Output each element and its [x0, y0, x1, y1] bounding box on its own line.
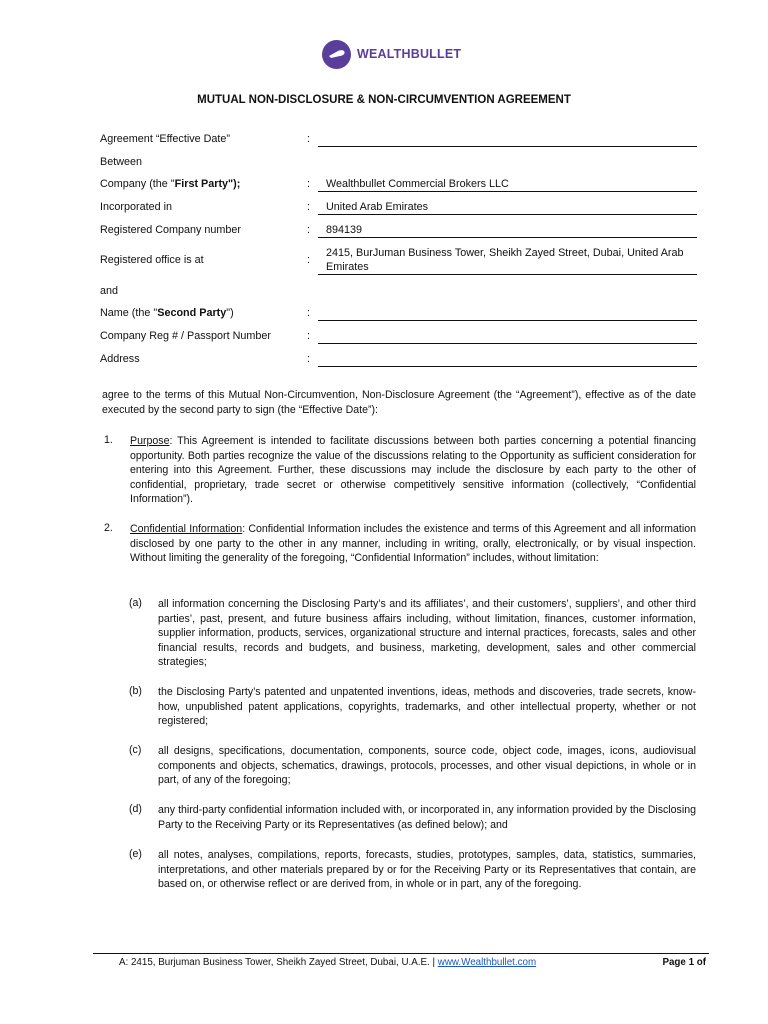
second-party-name-label: Name (the "Second Party")	[100, 307, 234, 319]
footer-divider	[93, 953, 709, 954]
subitem-label: (b)	[129, 685, 142, 697]
colon: :	[307, 307, 310, 319]
passport-field[interactable]	[318, 330, 697, 344]
passport-label: Company Reg # / Passport Number	[100, 330, 272, 342]
section-heading: Confidential Information	[130, 523, 243, 535]
website-link[interactable]: www.Wealthbullet.com	[437, 957, 537, 968]
subitem-text: all information concerning the Disclosing Party’s and its affiliates’, and their customers’, suppliers’, and other third parties’, past, present, and future business affairs including, without limitation, finances, customer information, supplier information, products, services, organizational structure and internal practices, forecasts, sales and other financial results, records and budgets, and business, marketing, development, sales and other commercial strategies;	[158, 598, 696, 668]
incorporated-label: Incorporated in	[100, 201, 173, 213]
section-text: : This Agreement is intended to facilitate discussions between both parties concerning a potential financing opportunity. Both parties recognize the value of the discussions relating to the Opportunity as sufficient consideration for entering into this Agreement. Further, these discussions may include the disclosure by each party to the other of confidential, proprietary, trade secret or otherwise competitively sensitive information (collectively, “Confidential Information”).	[130, 435, 696, 505]
company-label: Company (the "First Party");	[100, 178, 241, 190]
colon: :	[307, 330, 310, 342]
wealthbullet-logo	[322, 39, 461, 69]
section-number: 2.	[104, 522, 113, 534]
colon: :	[307, 201, 310, 213]
effective-date-field[interactable]	[318, 133, 697, 147]
between-label: Between	[100, 156, 143, 168]
colon: :	[307, 353, 310, 365]
subitem-text: all designs, specifications, documentation, components, source code, object code, images, icons, audiovisual components and objects, schematics, drawings, protocols, processes, and other visual depictions, in whole or in part, of any of the foregoing;	[158, 745, 696, 786]
company-field[interactable]: Wealthbullet Commercial Brokers LLC	[318, 177, 697, 192]
bullet-logo-icon	[322, 40, 351, 69]
address-label: Address	[100, 353, 140, 365]
registered-office-field[interactable]: 2415, BurJuman Business Tower, Sheikh Zayed Street, Dubai, United Arab Emirates	[318, 246, 697, 275]
subitem-text: all notes, analyses, compilations, reports, forecasts, studies, prototypes, samples, data, statistics, summaries, interpretations, and other materials prepared by or for the Receiving Party or its Representatives that contain, are based on, or otherwise reflect or are derived from, in whole or in part, any of the foregoing.	[158, 849, 696, 890]
section-confidential-information	[130, 522, 696, 566]
section-number: 1.	[104, 434, 113, 446]
second-party-name-field[interactable]	[318, 307, 697, 321]
subitem-label: (e)	[129, 848, 142, 860]
section-heading: Purpose	[130, 435, 170, 447]
subitem-label: (c)	[129, 744, 142, 756]
subitem-label: (d)	[129, 803, 142, 815]
colon: :	[307, 178, 310, 190]
registration-number-label: Registered Company number	[100, 224, 242, 236]
effective-date-label: Agreement “Effective Date”	[100, 133, 231, 145]
subitem-label: (a)	[129, 597, 142, 609]
section-purpose	[130, 434, 696, 507]
logo-text: WEALTHBULLET	[357, 47, 462, 61]
colon: :	[307, 254, 310, 266]
registered-office-label: Registered office is at	[100, 254, 204, 266]
agreement-title: MUTUAL NON-DISCLOSURE & NON-CIRCUMVENTION AGREEMENT	[197, 94, 571, 106]
subitem-text: the Disclosing Party’s patented and unpatented inventions, ideas, methods and discoveries, trade secrets, know-how, unpublished patent applications, copyrights, trademarks, and other intellectual property, whether or not registered;	[158, 686, 696, 727]
subitem-text: any third-party confidential information included with, or incorporated in, any information provided by the Disclosing Party to the Receiving Party or its Representatives (as defined below); and	[158, 804, 696, 831]
intro-paragraph: agree to the terms of this Mutual Non-Circumvention, Non-Disclosure Agreement (the “Agreement”), effective as of the date executed by the second party to sign (the “Effective Date”):	[102, 389, 696, 416]
and-label: and	[100, 285, 119, 297]
incorporated-field[interactable]: United Arab Emirates	[318, 200, 697, 215]
address-field[interactable]	[318, 353, 697, 367]
registration-number-field[interactable]: 894139	[318, 223, 697, 238]
page-number: Page 1 of	[662, 957, 706, 968]
colon: :	[307, 224, 310, 236]
section-text: : Confidential Information includes the existence and terms of this Agreement and all information disclosed by one party to the other in any manner, including in writing, orally, electronically, or by visual inspection. Without limiting the generality of the foregoing, “Confidential Information” includes, without limitation:	[130, 523, 696, 564]
footer-address: A: 2415, Burjuman Business Tower, Sheikh Zayed Street, Dubai, U.A.E. | www.Wealthbullet.com	[119, 957, 537, 968]
colon: :	[307, 133, 310, 145]
